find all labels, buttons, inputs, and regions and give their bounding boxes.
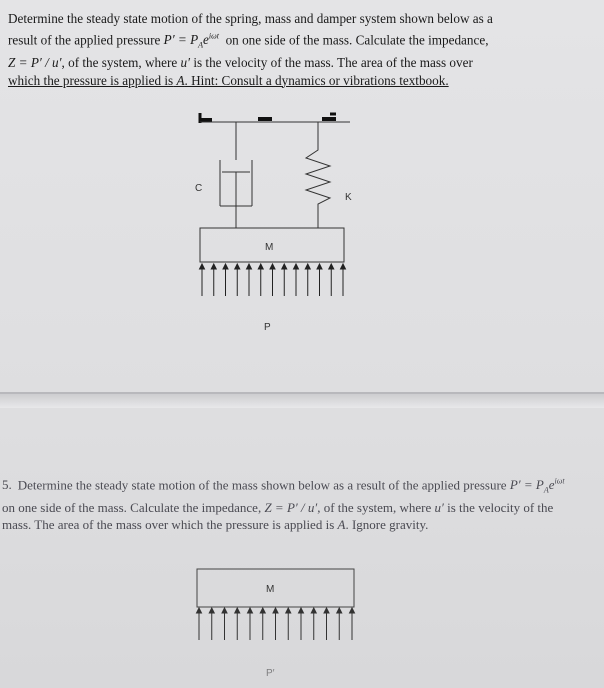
problem-1-statement: Determine the steady state motion of the spring, mass and damper system shown below as a result of the applied pressure $P' = P_Ae^{i\omega t}$ on one side of the mass. Calculate the impedance, Z = P′ / u′, of the system, where u′ is the velocity of the mass. The area of the mass over which the pressure is applied is A. Hint: Consult a dynamics or vibrations textbook. [8, 11, 493, 88]
page-break-line [0, 392, 604, 394]
damper [220, 122, 252, 228]
spring-label: K [345, 192, 352, 203]
impedance-equation-2: Z = P′ / u′ [264, 499, 318, 515]
pressure-equation-2: $P' = P_Ae^{i\omega t}$ [509, 477, 565, 495]
pressure-equation: $P' = P_Ae^{i\omega t}$ [163, 31, 219, 50]
mass-label-2: M [266, 584, 275, 595]
arrow-head [294, 264, 299, 269]
pressure-label: P [264, 322, 271, 333]
damper-label: C [195, 183, 203, 194]
spring [306, 122, 330, 228]
impedance-equation: Z = P′ / u′ [8, 55, 62, 71]
problem-number: 5. [2, 477, 12, 493]
arrow-head [211, 264, 216, 269]
arrow-head [329, 264, 334, 269]
pressure-arrows [200, 264, 346, 296]
arrow-head [341, 264, 346, 269]
arrow-head [305, 264, 310, 269]
mass-label: M [265, 242, 274, 253]
page-break [0, 392, 604, 408]
arrow-head [258, 264, 263, 269]
arrow-head [223, 264, 228, 269]
p1-line1: Determine the steady state motion of the spring, mass and damper system shown below as a [8, 11, 493, 26]
problem-5-statement: 5. Determine the steady state motion of the mass shown below as a result of the applied pressure $P' = P_Ae^{i\omega t}$ on one side of the mass. Calculate the impedance, Z = P′ / u′, of the system, where u′ is the velocity of the mass. The area of the mass over which the pressure is applied is A. Ignore gravity. [2, 477, 565, 532]
arrow-head [247, 264, 252, 269]
arrow-head [270, 264, 275, 269]
arrow-head [282, 264, 287, 269]
pressure-label-2: P′ [266, 668, 275, 679]
arrow-head [317, 264, 322, 269]
arrow-head [200, 264, 205, 269]
arrow-head [235, 264, 240, 269]
